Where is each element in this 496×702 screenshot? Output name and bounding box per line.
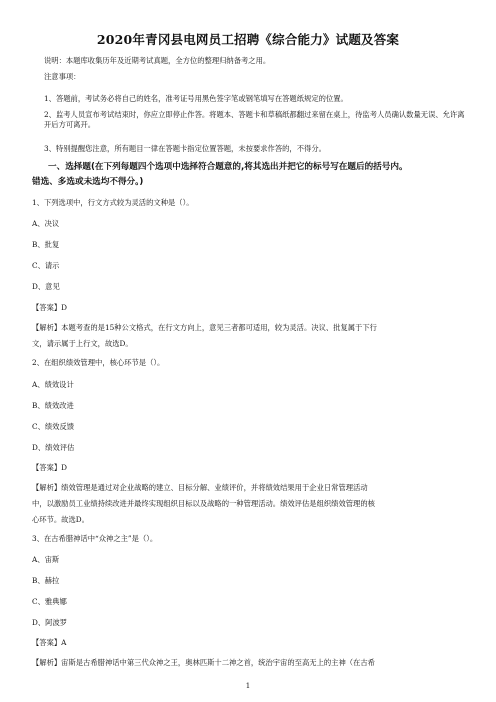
answer-text: 【答案】A bbox=[32, 638, 67, 647]
answer-text: 【答案】D bbox=[32, 303, 68, 312]
question-option: A、绩效设计 bbox=[32, 380, 74, 389]
question-option: B、批复 bbox=[32, 240, 60, 249]
question-option: C、请示 bbox=[32, 261, 60, 270]
question-option: D、阿波罗 bbox=[32, 618, 68, 627]
intro-text: 说明：本题库收集历年及近期考试真题，全方位的整理归纳备考之用。 bbox=[44, 56, 271, 65]
analysis-text: 心环节。故选D。 bbox=[32, 515, 89, 524]
notice-label: 注意事项： bbox=[44, 72, 81, 81]
notice-item: 2、监考人员宣布考试结束时，你应立即停止作答。将题本、答题卡和草稿纸都翻过来留在桌上，待监考人员确认数量无误、允许离开后方可离开。 bbox=[44, 110, 465, 129]
section-heading bbox=[32, 160, 472, 190]
answer-text: 【答案】D bbox=[32, 463, 68, 472]
section-title-cont: 错选、多选或未选均不得分。) bbox=[32, 177, 144, 187]
question-option: C、雅典娜 bbox=[32, 597, 67, 606]
question-option: C、绩效反馈 bbox=[32, 422, 75, 431]
question-option: A、宙斯 bbox=[32, 555, 60, 564]
notice-item: 1、答题前，考试务必将自己的姓名，准考证号用黑色签字笔或钢笔填写在答题纸规定的位置。 bbox=[44, 94, 348, 103]
question-option: B、绩效改进 bbox=[32, 401, 74, 410]
question-option: D、绩效评估 bbox=[32, 443, 75, 452]
analysis-text: 文，请示属于上行文，故选D。 bbox=[32, 339, 133, 348]
analysis-text: 【解析】本题考查的是15种公文格式，在行文方向上，意见三者都可适用，较为灵活。决议、批复属于下行 bbox=[32, 323, 377, 332]
analysis-text: 中，以激励员工业绩持续改进并最终实现组织目标以及战略的一种管理活动。绩效评估是组织绩效管理的核 bbox=[32, 499, 375, 508]
page-number: 1 bbox=[245, 682, 251, 690]
analysis-text: 【解析】宙斯是古希腊神话中第三代众神之王，奥林匹斯十二神之首，统治宇宙的至高无上的主神（在古希 bbox=[32, 658, 375, 667]
question-stem: 3、在古希腊神话中“众神之主”是（）。 bbox=[32, 534, 158, 543]
document-title: 2020年青冈县电网员工招聘《综合能力》试题及答案 bbox=[96, 32, 400, 47]
analysis-text: 【解析】绩效管理是通过对企业战略的建立、目标分解、业绩评价，并将绩效结果用于企业日常管理活动 bbox=[32, 483, 368, 492]
notice-item: 3、特别提醒您注意，所有题目一律在答题卡指定位置答题，未按要求作答的，不得分。 bbox=[44, 144, 326, 153]
section-title: 一、选择题(在下列每题四个选项中选择符合题意的,将其选出并把它的标号写在题后的括号内。 bbox=[48, 162, 408, 172]
question-option: A、决议 bbox=[32, 219, 60, 228]
question-option: D、意见 bbox=[32, 282, 60, 291]
question-stem: 1、下列选项中，行文方式较为灵活的文种是（）。 bbox=[32, 198, 194, 207]
question-option: B、赫拉 bbox=[32, 576, 60, 585]
question-stem: 2、在组织绩效管理中，核心环节是（）。 bbox=[32, 358, 165, 367]
